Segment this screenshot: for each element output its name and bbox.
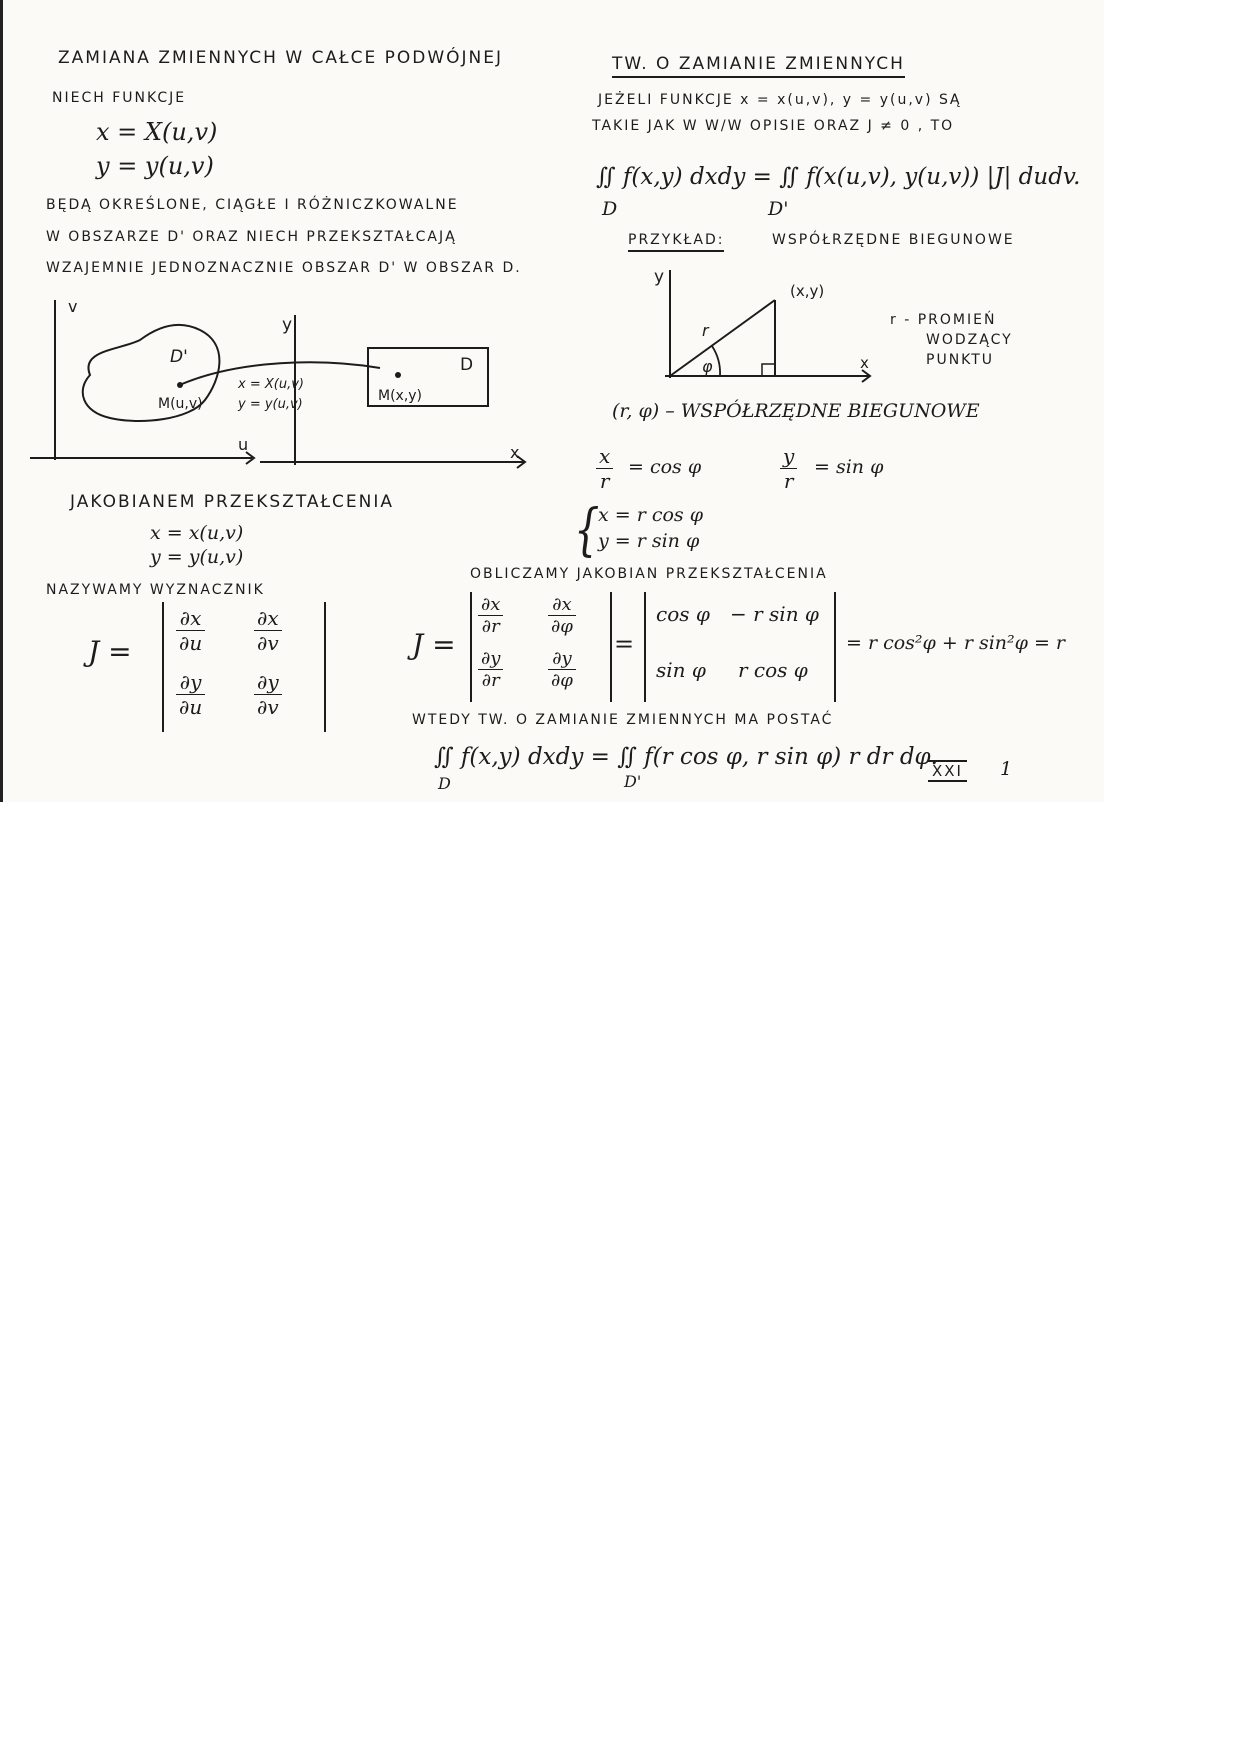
- page-number: 1: [1000, 758, 1013, 780]
- desc-line-3: WZAJEMNIE JEDNOZNACZNIE OBSZAR D' W OBSZAR D.: [46, 260, 522, 276]
- angle-arc: [712, 346, 720, 376]
- ratio-y-value: = sin φ: [814, 456, 884, 478]
- map-x-label: x = X(u,v): [238, 377, 304, 392]
- radius-note-3: PUNKTU: [926, 352, 995, 368]
- theorem-condition-1: JEŻELI FUNKCJE x = x(u,v), y = y(u,v) SĄ: [598, 92, 962, 108]
- desc-line-2: W OBSZARZE D' ORAZ NIECH PRZEKSZTAŁCAJĄ: [46, 229, 457, 245]
- radius-note-2: WODZĄCY: [926, 332, 1013, 348]
- calc-val-rcos: r cos φ: [738, 658, 808, 682]
- system-x: x = r cos φ: [598, 504, 704, 526]
- final-formula: ∬ f(x,y) dxdy = ∬ f(r cos φ, r sin φ) r dr dφ.: [434, 744, 938, 770]
- calc-val-neg-rsin: − r sin φ: [730, 602, 819, 626]
- x-axis-label: x: [510, 443, 520, 462]
- point-dst-label: M(x,y): [378, 388, 423, 404]
- calc-cell-dx-dphi: $\frac{\partial x}{\partial\varphi}$: [548, 594, 576, 637]
- jac-named-text: NAZYWAMY WYZNACZNIK: [46, 582, 265, 598]
- u-axis-label: u: [238, 435, 249, 454]
- jac-cell-dx-du: $\frac{\partial x}{\partial u}$: [176, 606, 205, 655]
- ratio-x-fraction: $\frac{x}{r}$: [596, 444, 613, 493]
- polar-r-label: r: [702, 321, 709, 340]
- region-d-label: D: [460, 355, 474, 375]
- theorem-formula-D: D: [602, 198, 618, 220]
- polar-x-label: x: [860, 354, 869, 372]
- final-formula-D: D: [438, 774, 451, 793]
- jac-eq-x: x = x(u,v): [150, 522, 244, 544]
- ratio-x-value: = cos φ: [628, 456, 702, 478]
- calc-cell-dy-dr: $\frac{\partial y}{\partial r}$: [478, 648, 503, 691]
- equals-sign: =: [614, 630, 635, 658]
- radius-line: [670, 300, 775, 376]
- jac-eq-y: y = y(u,v): [150, 546, 244, 568]
- mapping-figure: [20, 290, 540, 480]
- desc-line-1: BĘDĄ OKREŚLONE, CIĄGŁE I RÓŻNICZKOWALNE: [46, 197, 459, 213]
- polar-phi-label: φ: [702, 357, 713, 376]
- radius-note-1: r - PROMIEŃ: [890, 312, 997, 328]
- polar-coords-text: (r, φ) – WSPÓŁRZĘDNE BIEGUNOWE: [612, 400, 980, 422]
- theorem-formula-Dprime: D': [768, 198, 789, 220]
- jac-cell-dx-dv: $\frac{\partial x}{\partial v}$: [254, 606, 282, 655]
- eq-x: x = X(u,v): [96, 118, 218, 146]
- then-text: WTEDY TW. O ZAMIANIE ZMIENNYCH MA POSTAĆ: [412, 712, 834, 728]
- region-d-prime-label: D': [170, 347, 188, 367]
- intro-text: NIECH FUNKCJE: [52, 90, 187, 106]
- system-brace: {: [574, 498, 600, 564]
- page-mark: XXI: [928, 760, 967, 782]
- point-src-label: M(u,v): [158, 396, 203, 412]
- jac-cell-dy-dv: $\frac{\partial y}{\partial v}$: [254, 670, 282, 719]
- final-formula-Dprime: D': [624, 772, 642, 791]
- jac-J-symbol: J =: [88, 635, 132, 668]
- calc-val-sin: sin φ: [656, 658, 706, 682]
- polar-y-label: y: [654, 267, 665, 287]
- y-axis-label: y: [282, 315, 293, 335]
- example-label: PRZYKŁAD:: [628, 232, 724, 252]
- calc-cell-dx-dr: $\frac{\partial x}{\partial r}$: [478, 594, 503, 637]
- polar-point-label: (x,y): [790, 282, 825, 300]
- theorem-title: TW. O ZAMIANIE ZMIENNYCH: [612, 54, 905, 78]
- scan-edge: [0, 0, 3, 802]
- point-dst-dot: [395, 372, 401, 378]
- theorem-formula: ∬ f(x,y) dxdy = ∬ f(x(u,v), y(u,v)) |J| dudv.: [596, 164, 1081, 190]
- calc-val-cos: cos φ: [656, 602, 710, 626]
- eq-y: y = y(u,v): [96, 152, 214, 180]
- theorem-condition-2: TAKIE JAK W W/W OPISIE ORAZ J ≠ 0 , TO: [592, 118, 955, 134]
- system-y: y = r sin φ: [598, 530, 700, 552]
- jac-cell-dy-du: $\frac{\partial y}{\partial u}$: [176, 670, 205, 719]
- calc-cell-dy-dphi: $\frac{\partial y}{\partial\varphi}$: [548, 648, 576, 691]
- calc-title: OBLICZAMY JAKOBIAN PRZEKSZTAŁCENIA: [470, 566, 828, 582]
- calc-J-symbol: J =: [412, 628, 456, 661]
- left-title: ZAMIANA ZMIENNYCH W CAŁCE PODWÓJNEJ: [58, 48, 504, 68]
- example-text: WSPÓŁRZĘDNE BIEGUNOWE: [772, 232, 1015, 248]
- polar-figure: [640, 260, 880, 390]
- calc-result: = r cos²φ + r sin²φ = r: [846, 632, 1066, 654]
- jacobian-title: JAKOBIANEM PRZEKSZTAŁCENIA: [70, 492, 395, 512]
- map-y-label: y = y(u,v): [238, 397, 303, 412]
- ratio-y-fraction: $\frac{y}{r}$: [780, 444, 797, 493]
- right-angle-mark: [762, 364, 775, 376]
- v-axis-label: v: [68, 297, 78, 316]
